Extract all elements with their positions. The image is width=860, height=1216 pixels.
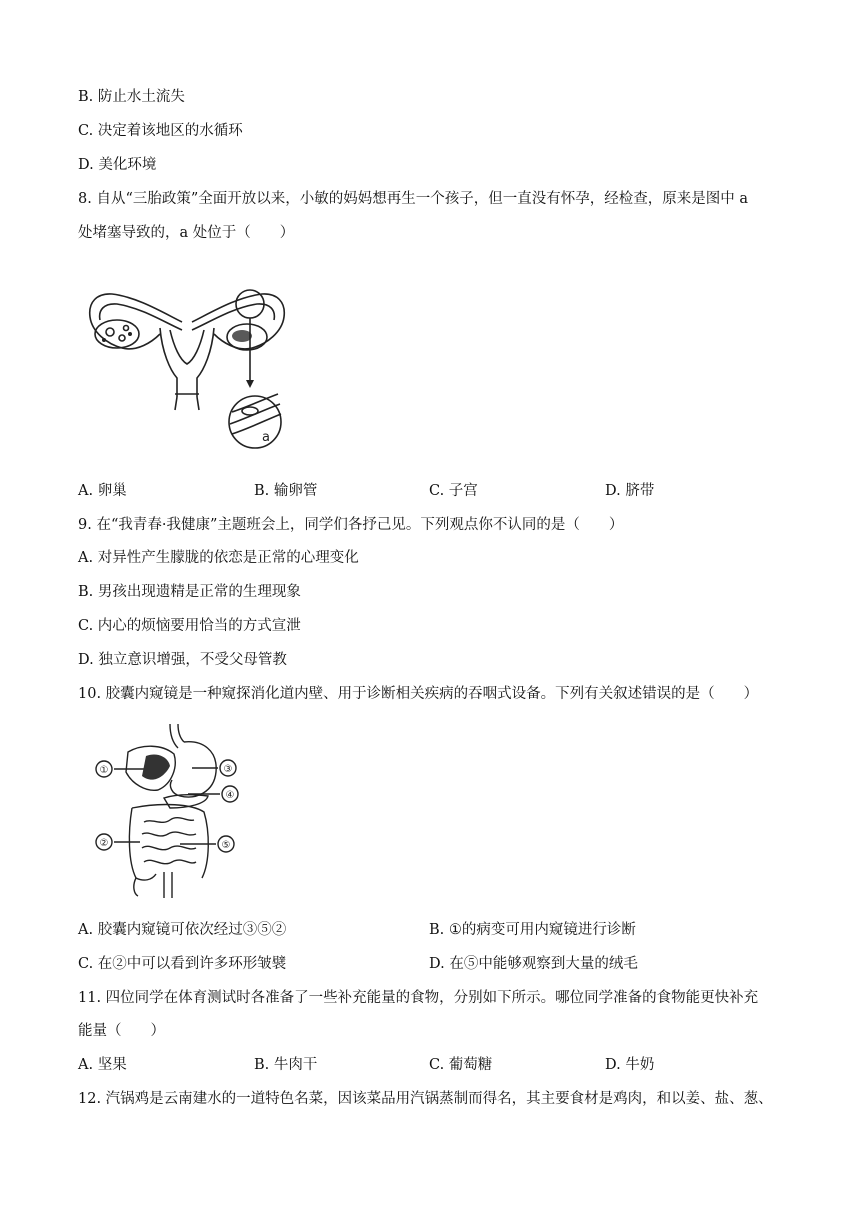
q11-stem-line1: 11. 四位同学在体育测试时各准备了一些补充能量的食物，分别如下所示。哪位同学准备的食物能更快补充 — [78, 990, 759, 1006]
q9-option-a[interactable]: A. 对异性产生朦胧的依恋是正常的心理变化 — [78, 550, 359, 566]
q8-options — [78, 481, 798, 501]
q12-stem-line1: 12. 汽锅鸡是云南建水的一道特色名菜，因该菜品用汽锅蒸制而得名，其主要食材是鸡肉，和以姜、盐、葱、 — [78, 1091, 773, 1107]
q10-option-d[interactable]: D. 在⑤中能够观察到大量的绒毛 — [429, 956, 638, 972]
q11-options — [78, 1055, 798, 1075]
q11-option-c[interactable]: C. 葡萄糖 — [429, 1057, 493, 1073]
q11-option-b[interactable]: B. 牛肉干 — [254, 1057, 318, 1073]
figure-label-2: ② — [99, 838, 109, 849]
q8-figure-label-a: a — [262, 430, 270, 445]
q8-option-c[interactable]: C. 子宫 — [429, 483, 478, 499]
q8-option-d[interactable]: D. 脐带 — [605, 483, 655, 499]
q9-stem: 9. 在“我青春·我健康”主题班会上，同学们各抒己见。下列观点你不认同的是（ ） — [78, 517, 624, 533]
q10-option-b[interactable]: B. ①的病变可用内窥镜进行诊断 — [429, 922, 636, 938]
digestive-system-figure — [92, 722, 252, 900]
figure-label-4: ④ — [225, 790, 235, 801]
q11-option-a[interactable]: A. 坚果 — [78, 1057, 127, 1073]
q10-options-row1 — [78, 920, 798, 940]
q11-stem-line2: 能量（ ） — [78, 1023, 165, 1039]
q9-option-b[interactable]: B. 男孩出现遗精是正常的生理现象 — [78, 584, 301, 600]
q8-option-b[interactable]: B. 输卵管 — [254, 483, 318, 499]
figure-label-5: ⑤ — [221, 840, 231, 851]
q9-option-c[interactable]: C. 内心的烦恼要用恰当的方式宣泄 — [78, 618, 301, 634]
q10-option-a[interactable]: A. 胶囊内窥镜可依次经过③⑤② — [78, 922, 287, 938]
q10-options-row2 — [78, 954, 798, 974]
q9-option-d[interactable]: D. 独立意识增强，不受父母管教 — [78, 652, 287, 668]
option-b-prev: B. 防止水土流失 — [78, 89, 185, 105]
q10-stem: 10. 胶囊内窥镜是一种窥探消化道内壁、用于诊断相关疾病的吞咽式设备。下列有关叙述错误的是（ ） — [78, 686, 759, 702]
figure-label-3: ③ — [223, 764, 233, 775]
q11-option-d[interactable]: D. 牛奶 — [605, 1057, 655, 1073]
q8-stem-line2: 处堵塞导致的，a 处位于（ ） — [78, 225, 295, 241]
q8-stem-line1: 8. 自从“三胎政策”全面开放以来，小敏的妈妈想再生一个孩子，但一直没有怀孕，经检查，原来是图中 a — [78, 191, 749, 207]
q10-option-c[interactable]: C. 在②中可以看到许多环形皱襞 — [78, 956, 287, 972]
q8-option-a[interactable]: A. 卵巢 — [78, 483, 127, 499]
option-c-prev: C. 决定着该地区的水循环 — [78, 123, 243, 139]
uterus-figure — [82, 282, 292, 454]
figure-label-1: ① — [99, 765, 109, 776]
option-d-prev: D. 美化环境 — [78, 157, 157, 173]
